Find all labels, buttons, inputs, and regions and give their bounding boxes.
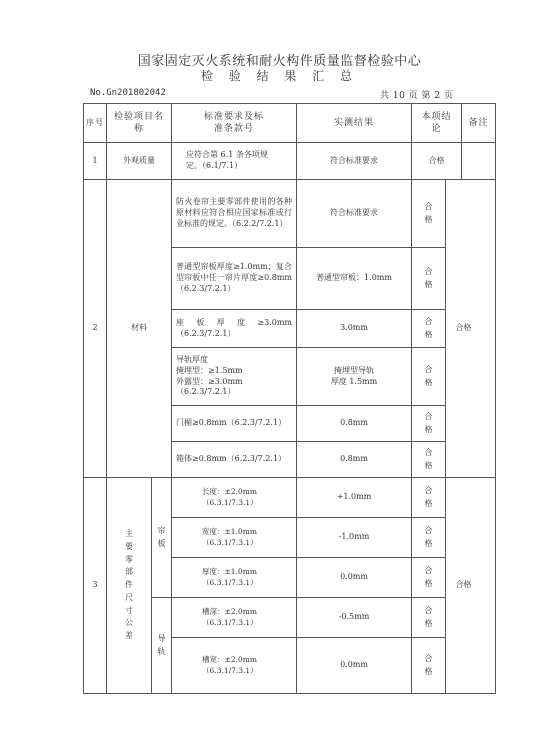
sub-requirement: 槽宽：±2.0mm （6.3.1/7.3.1） [172, 638, 297, 694]
sub-result: 普通型帘板：1.0mm [297, 248, 412, 310]
sub-conclusion: 合格 [412, 598, 446, 638]
row-item: 材料 [107, 180, 172, 478]
group-conclusion: 合格 [446, 180, 496, 478]
sub-conclusion: 合格 [412, 638, 446, 694]
row-seq: 2 [84, 180, 107, 478]
sub-requirement: 槽深：±2.0mm （6.3.1/7.3.1） [172, 598, 297, 638]
sub-requirement: 导轨厚度 掩埋型：≥1.5mm 外露型：≥3.0mm （6.2.3/7.2.1） [172, 348, 297, 406]
sub-conclusion: 合格 [412, 558, 446, 598]
sub-requirement: 门楣≥0.8mm（6.2.3/7.2.1） [172, 406, 297, 442]
sub-result: 3.0mm [297, 310, 412, 348]
sub-result: 0.8mm [297, 442, 412, 478]
page-info: 共 10 页 第 2 页 [380, 91, 454, 101]
sub-requirement: 普通型帘板厚度≥1.0mm；复合型帘板中任一帘片厚度≥0.8mm（6.2.3/7.2.1） [172, 248, 297, 310]
header-result: 实测结果 [297, 104, 412, 143]
report-subtitle: 检 验 结 果 汇 总 [200, 69, 359, 83]
row-item: 外观质量 [107, 143, 172, 180]
sub-result: +1.0mm [297, 478, 412, 518]
sub-requirement: 长度：±2.0mm （6.3.1/7.3.1） [172, 478, 297, 518]
header-requirement: 标准要求及标准条款号 [172, 104, 297, 143]
subgroup-name: 导轨 [152, 598, 172, 694]
sub-conclusion: 合格 [412, 442, 446, 478]
report-title: 国家固定灭火系统和耐火构件质量监督检验中心 [137, 54, 422, 69]
table-row [84, 180, 496, 248]
sub-conclusion: 合格 [412, 348, 446, 406]
sub-result: -0.5mm [297, 598, 412, 638]
sub-conclusion: 合格 [412, 518, 446, 558]
sub-result: -1.0mm [297, 518, 412, 558]
sub-requirement: 防火卷帘主要零部件使用的各种原材料应符合相应国家标准或行业标准的规定。（6.2.2/7.2.1） [172, 180, 297, 248]
row-conclusion: 合格 [412, 143, 462, 180]
row-seq: 1 [84, 143, 107, 180]
row-remark [462, 143, 496, 180]
row-requirement: 应符合第 6.1 条各项规定。（6.1/7.1） [172, 143, 297, 180]
group-conclusion: 合格 [446, 478, 496, 694]
results-table [83, 103, 496, 694]
subgroup-name: 帘板 [152, 478, 172, 598]
sub-requirement: 厚度：±1.0mm （6.3.1/7.3.1） [172, 558, 297, 598]
header-row [84, 104, 496, 143]
sub-requirement: 座板厚度≥3.0mm（6.2.3/7.2.1） [172, 310, 297, 348]
header-remark: 备注 [462, 104, 496, 143]
sub-conclusion: 合格 [412, 248, 446, 310]
sub-conclusion: 合格 [412, 310, 446, 348]
header-conclusion: 本项结论 [412, 104, 462, 143]
report-number: No.Gn201802042 [90, 88, 166, 98]
header-item: 检验项目名称 [107, 104, 172, 143]
sub-result: 符合标准要求 [297, 180, 412, 248]
sub-result: 掩埋型导轨 厚度 1.5mm [297, 348, 412, 406]
sub-conclusion: 合格 [412, 180, 446, 248]
row-item: 主要零部件尺寸公差 [107, 478, 152, 694]
table-row [84, 143, 496, 180]
sub-result: 0.8mm [297, 406, 412, 442]
sub-conclusion: 合格 [412, 406, 446, 442]
sub-result: 0.0mm [297, 558, 412, 598]
sub-result: 0.0mm [297, 638, 412, 694]
row-result: 符合标准要求 [297, 143, 412, 180]
sub-requirement: 宽度：±1.0mm （6.3.1/7.3.1） [172, 518, 297, 558]
header-seq: 序号 [84, 104, 107, 143]
sub-requirement: 箱体≥0.8mm（6.2.3/7.2.1） [172, 442, 297, 478]
table-row [84, 478, 496, 518]
sub-conclusion: 合格 [412, 478, 446, 518]
row-seq: 3 [84, 478, 107, 694]
